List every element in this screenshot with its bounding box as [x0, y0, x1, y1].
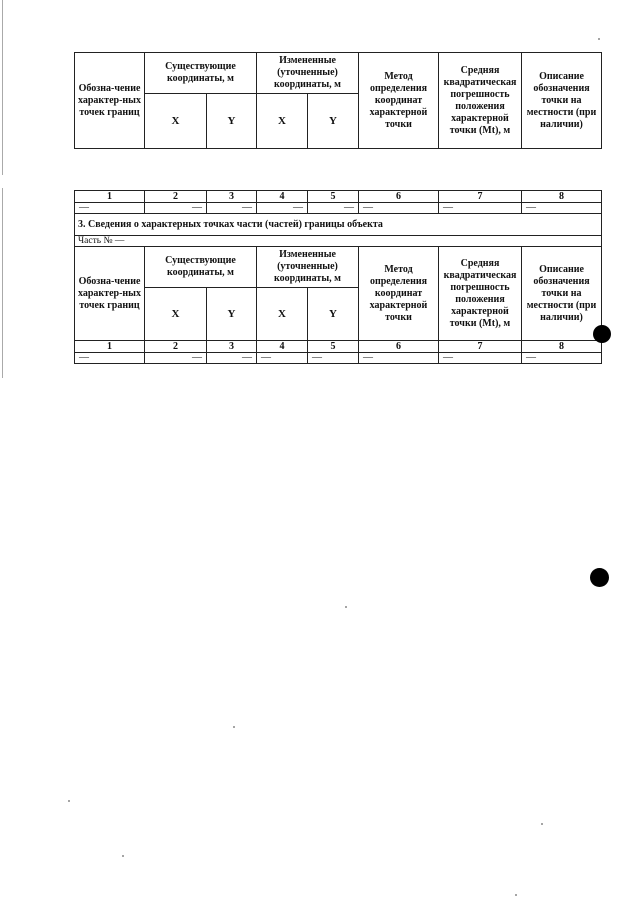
column-number: 6 — [359, 191, 439, 203]
punch-hole-mark — [593, 325, 611, 343]
header-y-existing: Y — [207, 94, 257, 149]
header-description: Описание обозначения точки на местности (при наличии) — [522, 53, 602, 149]
scan-speck — [233, 726, 235, 728]
dash-cell: — — [257, 203, 308, 214]
dash-cell: — — [257, 353, 308, 364]
header-y-existing: Y — [207, 288, 257, 341]
dash-cell: — — [439, 353, 522, 364]
column-number: 5 — [308, 191, 359, 203]
column-number: 3 — [207, 341, 257, 353]
scan-speck — [345, 606, 347, 608]
column-number: 4 — [257, 341, 308, 353]
header-method: Метод определения координат характерной точки — [359, 247, 439, 341]
column-number: 5 — [308, 341, 359, 353]
coordinates-table-continued — [74, 52, 602, 149]
header-changed-coords: Измененные (уточненные) координаты, м — [257, 247, 359, 288]
column-number: 8 — [522, 191, 602, 203]
scan-speck — [515, 894, 517, 896]
scan-speck — [598, 38, 600, 40]
header-x-existing: X — [145, 94, 207, 149]
dash-cell: — — [522, 353, 602, 364]
column-number: 2 — [145, 341, 207, 353]
dash-cell: — — [145, 203, 207, 214]
column-number: 1 — [75, 341, 145, 353]
header-existing-coords: Существующие координаты, м — [145, 247, 257, 288]
punch-hole-mark — [590, 568, 609, 587]
header-y-changed: Y — [308, 94, 359, 149]
dash-cell: — — [308, 203, 359, 214]
section-3-title: 3. Сведения о характерных точках части (частей) границы объекта — [75, 214, 602, 236]
scan-speck — [541, 823, 543, 825]
coordinates-table-section — [74, 190, 602, 364]
header-error: Средняя квадратическая погрешность положения характерной точки (Mt), м — [439, 53, 522, 149]
column-number: 4 — [257, 191, 308, 203]
dash-cell: — — [308, 353, 359, 364]
header-x-changed: X — [257, 288, 308, 341]
dash-cell: — — [439, 203, 522, 214]
dash-cell: — — [145, 353, 207, 364]
column-number: 3 — [207, 191, 257, 203]
dash-cell: — — [359, 203, 439, 214]
scan-speck — [68, 800, 70, 802]
column-number: 6 — [359, 341, 439, 353]
header-existing-coords: Существующие координаты, м — [145, 53, 257, 94]
dash-cell: — — [75, 353, 145, 364]
column-number: 1 — [75, 191, 145, 203]
header-method: Метод определения координат характерной точки — [359, 53, 439, 149]
header-description: Описание обозначения точки на местности (при наличии) — [522, 247, 602, 341]
header-y-changed: Y — [308, 288, 359, 341]
dash-cell: — — [75, 203, 145, 214]
dash-cell: — — [207, 203, 257, 214]
scan-speck — [122, 855, 124, 857]
scan-edge-line — [2, 0, 3, 175]
header-designation: Обозна-чение характер-ных точек границ — [75, 53, 145, 149]
header-x-existing: X — [145, 288, 207, 341]
header-changed-coords: Измененные (уточненные) координаты, м — [257, 53, 359, 94]
dash-cell: — — [207, 353, 257, 364]
dash-cell: — — [359, 353, 439, 364]
column-number: 8 — [522, 341, 602, 353]
part-number-label: Часть № — — [75, 236, 602, 247]
dash-cell: — — [522, 203, 602, 214]
header-x-changed: X — [257, 94, 308, 149]
scan-edge-line — [2, 188, 3, 378]
header-designation: Обозна-чение характер-ных точек границ — [75, 247, 145, 341]
column-number: 7 — [439, 341, 522, 353]
column-number: 2 — [145, 191, 207, 203]
column-number: 7 — [439, 191, 522, 203]
header-error: Средняя квадратическая погрешность положения характерной точки (Mt), м — [439, 247, 522, 341]
